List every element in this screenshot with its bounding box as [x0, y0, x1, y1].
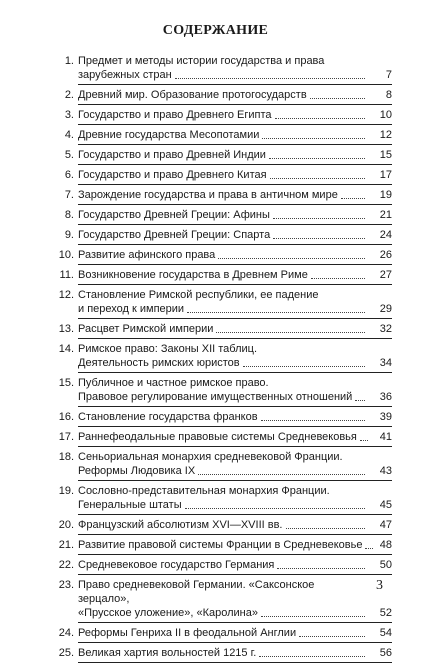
toc-entry-title-line: Сеньориальная монархия средневековой Франции. [78, 451, 343, 463]
toc-entry-title-line: Реформы Генриха II в феодальной Англии [78, 627, 297, 639]
toc-entry-page: 45 [379, 499, 392, 511]
toc-entry [52, 128, 392, 142]
toc-entry-number: 4. [64, 129, 74, 141]
toc-entry [52, 168, 392, 182]
toc-entry-title-line: Государство Древней Греции: Афины [78, 209, 270, 221]
toc-entry-number: 19. [58, 485, 74, 497]
separator-line [78, 318, 392, 319]
toc-entry [52, 88, 392, 102]
dot-leader [270, 178, 365, 179]
toc-entry-page: 15 [379, 149, 392, 161]
dot-leader [311, 278, 365, 279]
toc-entry [52, 558, 392, 572]
separator-line [78, 144, 392, 145]
toc-entry-title-line: Древний мир. Образование протогосударств [78, 89, 307, 101]
toc-entry-title-line: Государство и право Древней Индии [78, 149, 266, 161]
dot-leader [310, 98, 365, 99]
dot-leader [185, 508, 365, 509]
toc-entry [52, 430, 392, 444]
separator-line [78, 642, 392, 643]
dot-leader [275, 118, 366, 119]
table-of-contents [52, 54, 392, 666]
toc-entry-title-line: Становление государства франков [78, 411, 258, 423]
page-title: СОДЕРЖАНИЕ [162, 23, 269, 38]
toc-entry-title-line: зарубежных стран [78, 69, 172, 81]
toc-entry-number: 9. [64, 229, 74, 241]
toc-entry-page: 43 [379, 465, 392, 477]
toc-entry-number: 17. [58, 431, 74, 443]
dot-leader [216, 332, 365, 333]
toc-entry [52, 342, 392, 370]
separator-line [78, 224, 392, 225]
separator-line [78, 446, 392, 447]
dot-leader [175, 78, 365, 79]
toc-entry-number: 10. [58, 249, 74, 261]
toc-entry-number: 2. [64, 89, 74, 101]
toc-entry-title-line: «Прусское уложение», «Каролина» [78, 607, 258, 619]
dot-leader [243, 366, 365, 367]
dot-leader [299, 636, 365, 637]
toc-entry [52, 148, 392, 162]
separator-line [78, 284, 392, 285]
dot-leader [261, 616, 365, 617]
dot-leader [261, 420, 365, 421]
toc-entry-title-line: Расцвет Римской империи [78, 323, 214, 335]
toc-entry [52, 108, 392, 122]
toc-entry-number: 12. [58, 289, 74, 301]
toc-entry [52, 248, 392, 262]
dot-leader [198, 474, 365, 475]
toc-entry [52, 518, 392, 532]
toc-entry-number: 7. [64, 189, 74, 201]
toc-entry-page: 32 [379, 323, 392, 335]
toc-entry-page: 48 [379, 539, 392, 551]
toc-entry [52, 410, 392, 424]
dot-leader [273, 218, 365, 219]
toc-entry [52, 626, 392, 640]
toc-entry-page: 50 [379, 559, 392, 571]
separator-line [78, 372, 392, 373]
separator-line [78, 338, 392, 339]
toc-entry-title-line: Древние государства Месопотамии [78, 129, 260, 141]
toc-entry-title-line: Публичное и частное римское право. [78, 377, 269, 389]
separator-line [78, 574, 392, 575]
toc-entry-page: 8 [385, 89, 392, 101]
toc-entry-title-line: Французский абсолютизм XVI—XVIII вв. [78, 519, 283, 531]
toc-entry-page: 56 [379, 647, 392, 659]
toc-entry [52, 268, 392, 282]
toc-entry-number: 16. [58, 411, 74, 423]
toc-entry [52, 450, 392, 478]
toc-entry-title-line: Средневековое государство Германия [78, 559, 275, 571]
toc-entry [52, 646, 392, 660]
toc-entry-number: 21. [58, 539, 74, 551]
toc-entry-page: 12 [379, 129, 392, 141]
dot-leader [218, 258, 365, 259]
toc-entry-page: 54 [379, 627, 392, 639]
separator-line [78, 662, 392, 663]
separator-line [78, 104, 392, 105]
toc-entry-page: 26 [379, 249, 392, 261]
toc-entry-title-line: Великая хартия вольностей 1215 г. [78, 647, 257, 659]
toc-entry-page: 19 [379, 189, 392, 201]
toc-entry-title-line: Правовое регулирование имущественных отношений [78, 391, 353, 403]
toc-entry-title-line: Сословно-представительная монархия Франции. [78, 485, 330, 497]
toc-entry-title-line: и переход к империи [78, 303, 185, 315]
toc-entry [52, 228, 392, 242]
toc-entry-title-line: Государство и право Древнего Китая [78, 169, 267, 181]
toc-entry-page: 39 [379, 411, 392, 423]
toc-entry-title-line: Предмет и методы истории государства и права [78, 55, 325, 67]
toc-entry-page: 36 [379, 391, 392, 403]
toc-entry-number: 3. [64, 109, 74, 121]
toc-entry-number: 8. [64, 209, 74, 221]
separator-line [78, 426, 392, 427]
toc-entry-page: 7 [385, 69, 392, 81]
toc-entry-page: 52 [379, 607, 392, 619]
toc-entry-title-line: Реформы Людовика IX [78, 465, 196, 477]
toc-entry [52, 288, 392, 316]
dot-leader [269, 158, 365, 159]
toc-entry-title-line: Становление Римской республики, ее падение [78, 289, 319, 301]
toc-entry [52, 54, 392, 82]
toc-entry-page: 34 [379, 357, 392, 369]
toc-entry [52, 376, 392, 404]
toc-entry-number: 1. [64, 55, 74, 67]
toc-entry-title-line: Право средневековой Германии. «Саксонское зерцало», [78, 579, 315, 605]
dot-leader [341, 198, 365, 199]
toc-entry-number: 20. [58, 519, 74, 531]
toc-entry [52, 188, 392, 202]
dot-leader [355, 400, 365, 401]
separator-line [78, 264, 392, 265]
toc-entry-number: 24. [58, 627, 74, 639]
separator-line [78, 514, 392, 515]
toc-entry-title-line: Зарождение государства и права в античном мире [78, 189, 338, 201]
toc-entry [52, 578, 392, 620]
toc-entry-page: 17 [379, 169, 392, 181]
toc-entry-page: 10 [379, 109, 392, 121]
toc-entry-page: 41 [379, 431, 392, 443]
toc-entry-title-line: Государство Древней Греции: Спарта [78, 229, 271, 241]
dot-leader [262, 138, 365, 139]
separator-line [78, 244, 392, 245]
toc-entry-title-line: Деятельность римских юристов [78, 357, 240, 369]
toc-entry-number: 14. [58, 343, 74, 355]
toc-entry [52, 322, 392, 336]
toc-entry-number: 23. [58, 579, 74, 591]
separator-line [78, 204, 392, 205]
toc-entry-title-line: Раннефеодальные правовые системы Средневековья [78, 431, 357, 443]
toc-entry-number: 11. [59, 269, 74, 281]
toc-entry-title-line: Развитие правовой системы Франции в Средневековье [78, 539, 363, 551]
separator-line [78, 480, 392, 481]
dot-leader [187, 312, 365, 313]
separator-line [78, 406, 392, 407]
toc-entry [52, 538, 392, 552]
dot-leader [360, 440, 368, 441]
toc-entry-number: 6. [64, 169, 74, 181]
dot-leader [286, 528, 366, 529]
toc-entry-number: 13. [58, 323, 74, 335]
separator-line [78, 184, 392, 185]
toc-entry-title-line: Генеральные штаты [78, 499, 182, 511]
dot-leader [259, 656, 365, 657]
toc-entry-number: 22. [58, 559, 74, 571]
separator-line [78, 554, 392, 555]
dot-leader [277, 568, 365, 569]
separator-line [78, 622, 392, 623]
separator-line [78, 124, 392, 125]
toc-entry-number: 25. [58, 647, 74, 659]
toc-entry-title-line: Государство и право Древнего Египта [78, 109, 272, 121]
toc-entry-title-line: Римское право: Законы XII таблиц. [78, 343, 258, 355]
page-number: 3 [376, 578, 383, 593]
toc-entry-page: 27 [379, 269, 392, 281]
toc-entry-number: 5. [64, 149, 74, 161]
toc-entry [52, 484, 392, 512]
separator-line [78, 534, 392, 535]
dot-leader [273, 238, 365, 239]
toc-entry-number: 18. [58, 451, 74, 463]
toc-entry-title-line: Возникновение государства в Древнем Риме [78, 269, 308, 281]
toc-entry-page: 24 [379, 229, 392, 241]
toc-entry [52, 208, 392, 222]
toc-entry-page: 29 [379, 303, 392, 315]
toc-entry-page: 21 [379, 209, 392, 221]
separator-line [78, 84, 392, 85]
toc-entry-title-line: Развитие афинского права [78, 249, 216, 261]
separator-line [78, 164, 392, 165]
toc-entry-page: 47 [379, 519, 392, 531]
toc-entry-number: 15. [58, 377, 74, 389]
